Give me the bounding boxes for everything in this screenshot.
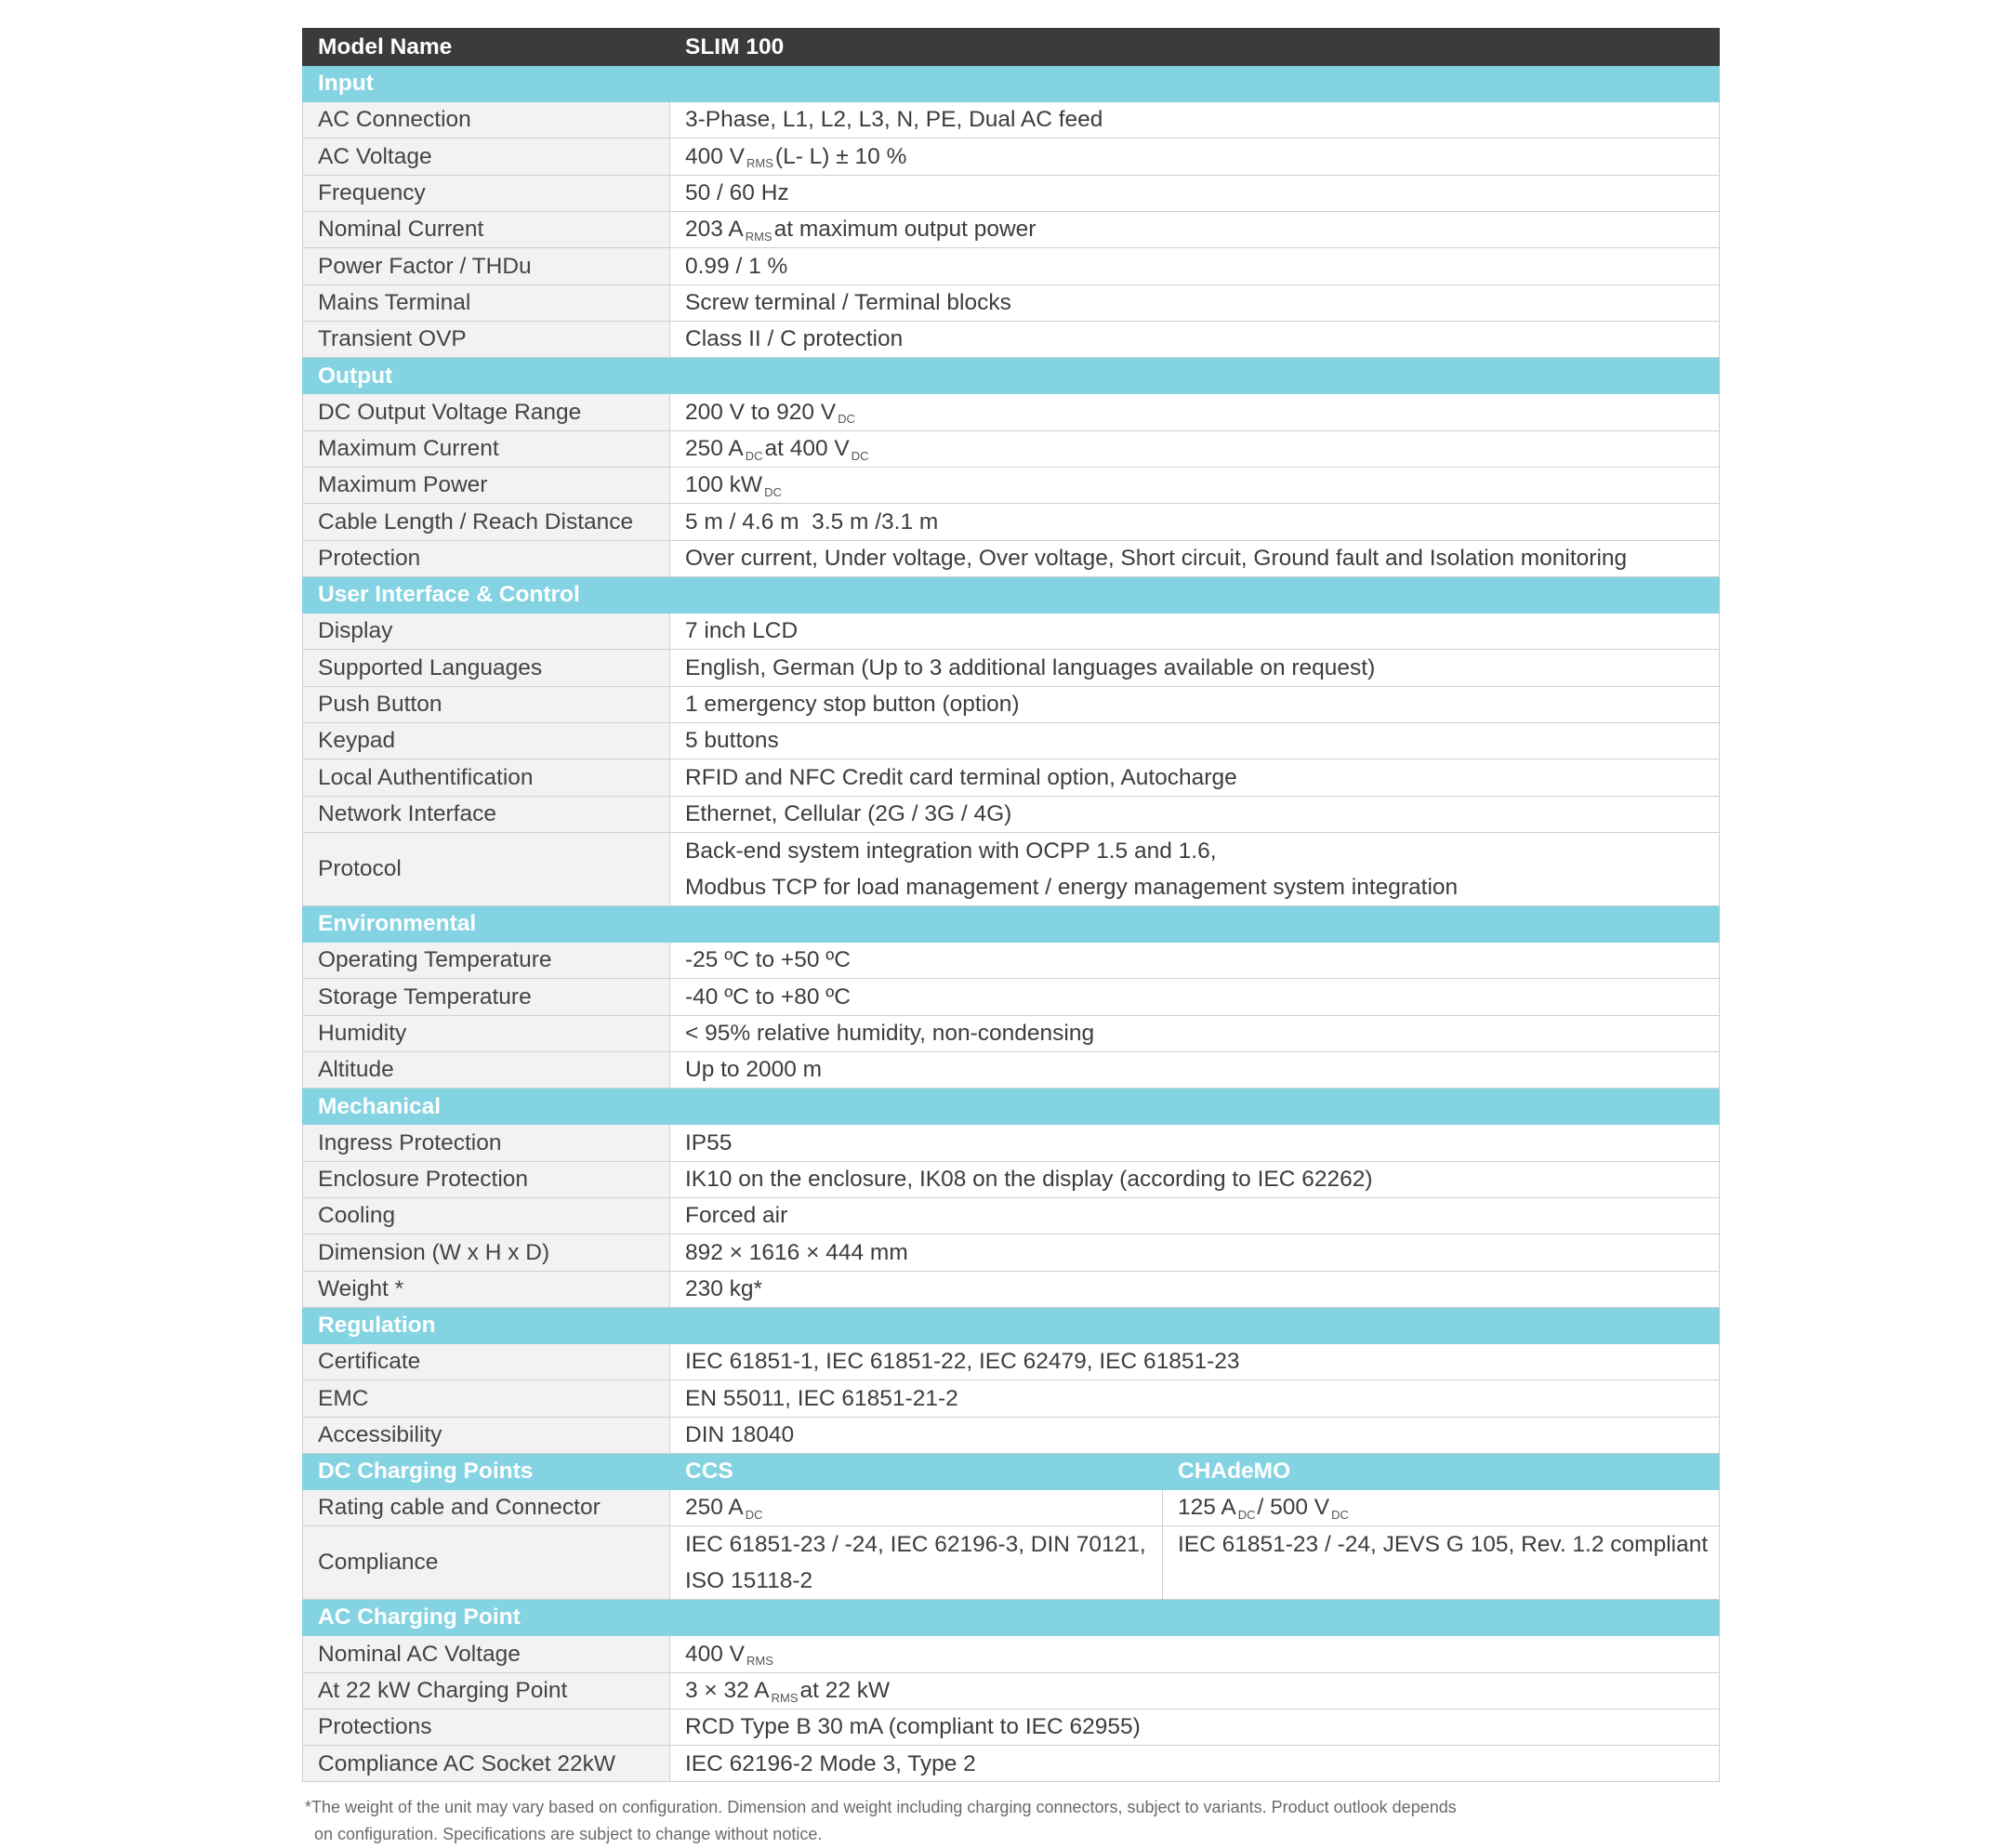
value-line: IEC 61851-23 / -24, JEVS G 105, Rev. 1.2 compliant xyxy=(1178,1532,1709,1558)
spec-value: 5 buttons xyxy=(670,722,1720,759)
spec-label: Enclosure Protection xyxy=(303,1161,670,1197)
unit-subscript: RMS xyxy=(746,156,773,171)
spec-value: -40 ºC to +80 ºC xyxy=(670,979,1720,1015)
table-row xyxy=(303,796,1720,832)
section-regulation xyxy=(303,1307,1720,1343)
value-text: at maximum output power xyxy=(773,217,1037,243)
footnote-line: on configuration. Specifications are subject to change without notice. xyxy=(314,1825,823,1843)
value-text: 100 kW xyxy=(685,472,763,498)
unit-subscript: DC xyxy=(1237,1507,1256,1522)
table-row xyxy=(303,1015,1720,1051)
spec-label: Weight * xyxy=(303,1271,670,1307)
spec-value xyxy=(670,467,1720,503)
unit-subscript: DC xyxy=(745,1507,763,1522)
ccs-heading: CCS xyxy=(670,1453,1163,1489)
table-row xyxy=(303,650,1720,686)
spec-value: English, German (Up to 3 additional languages available on request) xyxy=(670,650,1720,686)
table-row xyxy=(303,1526,1720,1600)
section-title: Mechanical xyxy=(303,1089,1720,1125)
spec-value xyxy=(670,430,1720,467)
value-line: IEC 61851-23 / -24, IEC 62196-3, DIN 70121, xyxy=(685,1532,1146,1558)
spec-value: Up to 2000 m xyxy=(670,1051,1720,1088)
table-row xyxy=(303,139,1720,175)
table-row xyxy=(303,686,1720,722)
chademo-value xyxy=(1163,1489,1720,1525)
table-row xyxy=(303,1417,1720,1453)
spec-label: Power Factor / THDu xyxy=(303,248,670,284)
spec-table xyxy=(302,28,1720,1782)
model-name-value: SLIM 100 xyxy=(670,29,1720,66)
unit-subscript: DC xyxy=(838,412,855,427)
table-row xyxy=(303,248,1720,284)
spec-value: 1 emergency stop button (option) xyxy=(670,686,1720,722)
spec-label: Accessibility xyxy=(303,1417,670,1453)
chademo-value xyxy=(1163,1526,1720,1600)
unit-subscript: RMS xyxy=(745,230,772,244)
section-title: AC Charging Point xyxy=(303,1600,1720,1636)
section-output xyxy=(303,358,1720,394)
spec-value xyxy=(670,832,1720,905)
footnote-line: *The weight of the unit may vary based on configuration. Dimension and weight including charging connectors, subject to variants. Product outlook depends xyxy=(305,1798,1457,1816)
spec-label: At 22 kW Charging Point xyxy=(303,1672,670,1709)
value-line: Back-end system integration with OCPP 1.5 and 1.6, xyxy=(685,838,1217,864)
spec-value: < 95% relative humidity, non-condensing xyxy=(670,1015,1720,1051)
spec-label: AC Connection xyxy=(303,102,670,139)
table-row xyxy=(303,284,1720,321)
table-row xyxy=(303,1125,1720,1161)
value-text: at 22 kW xyxy=(799,1677,891,1703)
unit-subscript: RMS xyxy=(771,1690,799,1705)
table-row xyxy=(303,102,1720,139)
table-row xyxy=(303,1271,1720,1307)
spec-label: Protection xyxy=(303,540,670,576)
spec-value: EN 55011, IEC 61851-21-2 xyxy=(670,1380,1720,1417)
spec-label: Mains Terminal xyxy=(303,284,670,321)
spec-value: IEC 61851-1, IEC 61851-22, IEC 62479, IEC 61851-23 xyxy=(670,1343,1720,1379)
table-row xyxy=(303,832,1720,905)
table-row xyxy=(303,540,1720,576)
spec-label: Altitude xyxy=(303,1051,670,1088)
table-row xyxy=(303,722,1720,759)
spec-label: Display xyxy=(303,613,670,649)
model-name-label: Model Name xyxy=(303,29,670,66)
table-row xyxy=(303,1197,1720,1234)
spec-value: IK10 on the enclosure, IK08 on the display (according to IEC 62262) xyxy=(670,1161,1720,1197)
footnote xyxy=(305,1794,1569,1848)
spec-label: Network Interface xyxy=(303,796,670,832)
spec-value xyxy=(670,211,1720,247)
table-row xyxy=(303,1380,1720,1417)
table-row xyxy=(303,1051,1720,1088)
table-row xyxy=(303,504,1720,540)
spec-label: Local Authentification xyxy=(303,759,670,796)
spec-label: Protocol xyxy=(303,832,670,905)
table-row xyxy=(303,1489,1720,1525)
value-text: at 400 V xyxy=(764,436,850,462)
value-text: 203 A xyxy=(685,217,744,243)
spec-value: Over current, Under voltage, Over voltage, Short circuit, Ground fault and Isolation monitoring xyxy=(670,540,1720,576)
table-row xyxy=(303,211,1720,247)
chademo-heading: CHAdeMO xyxy=(1163,1453,1720,1489)
table-row xyxy=(303,1636,1720,1672)
table-header-row xyxy=(303,29,1720,66)
spec-value: 230 kg* xyxy=(670,1271,1720,1307)
spec-label: Cooling xyxy=(303,1197,670,1234)
spec-value: RCD Type B 30 mA (compliant to IEC 62955) xyxy=(670,1709,1720,1745)
spec-label: Operating Temperature xyxy=(303,942,670,978)
spec-value: Ethernet, Cellular (2G / 3G / 4G) xyxy=(670,796,1720,832)
table-row xyxy=(303,175,1720,211)
spec-value: 3-Phase, L1, L2, L3, N, PE, Dual AC feed xyxy=(670,102,1720,139)
section-title: DC Charging Points xyxy=(303,1453,670,1489)
spec-value: RFID and NFC Credit card terminal option, Autocharge xyxy=(670,759,1720,796)
spec-label: Compliance xyxy=(303,1526,670,1600)
spec-label: Maximum Current xyxy=(303,430,670,467)
section-title: Environmental xyxy=(303,905,1720,942)
unit-subscript: DC xyxy=(764,484,782,499)
spec-label: Cable Length / Reach Distance xyxy=(303,504,670,540)
spec-label: Nominal Current xyxy=(303,211,670,247)
table-row xyxy=(303,613,1720,649)
section-mechanical xyxy=(303,1089,1720,1125)
spec-value xyxy=(670,394,1720,430)
section-ui xyxy=(303,576,1720,613)
value-line: ISO 15118-2 xyxy=(685,1568,813,1594)
unit-subscript: DC xyxy=(745,448,763,463)
section-ac-charging xyxy=(303,1600,1720,1636)
value-text: 400 V xyxy=(685,143,746,169)
spec-label: Supported Languages xyxy=(303,650,670,686)
table-row xyxy=(303,942,1720,978)
section-title: User Interface & Control xyxy=(303,576,1720,613)
value-text: 3 × 32 A xyxy=(685,1677,770,1703)
ccs-value xyxy=(670,1526,1163,1600)
spec-value: Class II / C protection xyxy=(670,321,1720,357)
value-text: (L- L) ± 10 % xyxy=(774,143,907,169)
spec-label: DC Output Voltage Range xyxy=(303,394,670,430)
table-row xyxy=(303,979,1720,1015)
section-title: Regulation xyxy=(303,1307,1720,1343)
value-text: 400 V xyxy=(685,1641,746,1667)
table-row xyxy=(303,1234,1720,1271)
value-text: 250 A xyxy=(685,436,744,462)
spec-label: Dimension (W x H x D) xyxy=(303,1234,670,1271)
spec-label: Humidity xyxy=(303,1015,670,1051)
table-row xyxy=(303,1672,1720,1709)
table-row xyxy=(303,394,1720,430)
spec-label: Push Button xyxy=(303,686,670,722)
table-row xyxy=(303,1709,1720,1745)
spec-label: Transient OVP xyxy=(303,321,670,357)
spec-label: Nominal AC Voltage xyxy=(303,1636,670,1672)
spec-value xyxy=(670,1636,1720,1672)
spec-value: IEC 62196-2 Mode 3, Type 2 xyxy=(670,1746,1720,1782)
table-row xyxy=(303,759,1720,796)
spec-label: Keypad xyxy=(303,722,670,759)
unit-subscript: DC xyxy=(1331,1507,1349,1522)
ccs-value xyxy=(670,1489,1163,1525)
spec-label: Rating cable and Connector xyxy=(303,1489,670,1525)
spec-value: -25 ºC to +50 ºC xyxy=(670,942,1720,978)
section-dc-charging xyxy=(303,1453,1720,1489)
spec-label: Protections xyxy=(303,1709,670,1745)
table-row xyxy=(303,430,1720,467)
table-row xyxy=(303,1343,1720,1379)
spec-value: Screw terminal / Terminal blocks xyxy=(670,284,1720,321)
spec-label: Compliance AC Socket 22kW xyxy=(303,1746,670,1782)
spec-value: 0.99 / 1 % xyxy=(670,248,1720,284)
value-text: / 500 V xyxy=(1257,1495,1330,1521)
spec-label: Certificate xyxy=(303,1343,670,1379)
spec-value: DIN 18040 xyxy=(670,1417,1720,1453)
spec-value: 50 / 60 Hz xyxy=(670,175,1720,211)
table-row xyxy=(303,467,1720,503)
spec-label: EMC xyxy=(303,1380,670,1417)
section-title: Input xyxy=(303,66,1720,102)
section-environmental xyxy=(303,905,1720,942)
value-text: 250 A xyxy=(685,1495,744,1521)
spec-label: Maximum Power xyxy=(303,467,670,503)
spec-label: AC Voltage xyxy=(303,139,670,175)
unit-subscript: DC xyxy=(851,448,869,463)
table-row xyxy=(303,321,1720,357)
value-line: Modbus TCP for load management / energy management system integration xyxy=(685,874,1459,900)
spec-value: 892 × 1616 × 444 mm xyxy=(670,1234,1720,1271)
table-row xyxy=(303,1161,1720,1197)
spec-value: 5 m / 4.6 m 3.5 m /3.1 m xyxy=(670,504,1720,540)
spec-value xyxy=(670,139,1720,175)
spec-value: IP55 xyxy=(670,1125,1720,1161)
section-title: Output xyxy=(303,358,1720,394)
value-text: 125 A xyxy=(1178,1495,1236,1521)
spec-label: Ingress Protection xyxy=(303,1125,670,1161)
spec-value xyxy=(670,1672,1720,1709)
spec-value: Forced air xyxy=(670,1197,1720,1234)
table-row xyxy=(303,1746,1720,1782)
spec-label: Frequency xyxy=(303,175,670,211)
unit-subscript: RMS xyxy=(746,1654,773,1669)
value-text: 200 V to 920 V xyxy=(685,399,837,425)
section-input xyxy=(303,66,1720,102)
spec-label: Storage Temperature xyxy=(303,979,670,1015)
spec-value: 7 inch LCD xyxy=(670,613,1720,649)
